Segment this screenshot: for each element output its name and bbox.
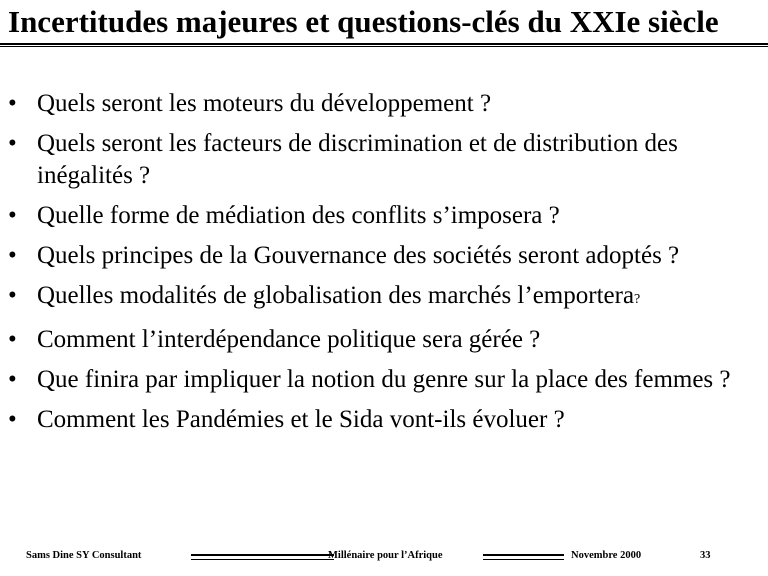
bullet-list — [8, 88, 758, 444]
footer-rule-right — [483, 554, 564, 560]
bullet-text: Quelles modalités de globalisation des marchés l’emportera — [37, 282, 635, 309]
footer-center: Millénaire pour l’Afrique — [328, 550, 443, 561]
bullet-icon: • — [8, 130, 17, 157]
footer-author: Sams Dine SY Consultant — [26, 550, 142, 561]
bullet-icon: • — [8, 282, 17, 309]
slide-title: Incertitudes majeures et questions-clés du XXIe siècle — [8, 4, 719, 39]
list-item — [8, 280, 758, 316]
footer-date: Novembre 2000 — [571, 550, 642, 561]
list-item — [8, 240, 758, 272]
bullet-icon: • — [8, 202, 17, 229]
list-item — [8, 324, 758, 356]
title-rule — [0, 43, 768, 47]
bullet-icon: • — [8, 242, 17, 269]
bullet-icon: • — [8, 90, 17, 117]
slide-footer — [26, 548, 726, 564]
bullet-text: Quels principes de la Gouvernance des sociétés seront adoptés ? — [37, 242, 680, 269]
list-item — [8, 200, 758, 232]
bullet-text: Quels seront les facteurs de discrimination et de distribution des inégalités ? — [37, 130, 678, 189]
list-item — [8, 128, 758, 192]
list-item — [8, 88, 758, 120]
bullet-icon: • — [8, 406, 17, 433]
page-number: 33 — [700, 550, 711, 561]
bullet-text: Que finira par impliquer la notion du genre sur la place des femmes ? — [37, 366, 731, 393]
list-item — [8, 364, 758, 396]
list-item — [8, 404, 758, 436]
bullet-suffix: ? — [634, 292, 641, 307]
bullet-icon: • — [8, 326, 17, 353]
footer-rule-left — [191, 554, 334, 560]
bullet-icon: • — [8, 366, 17, 393]
bullet-text: Quels seront les moteurs du développement ? — [37, 90, 492, 117]
bullet-text: Comment l’interdépendance politique sera gérée ? — [37, 326, 541, 353]
bullet-text: Comment les Pandémies et le Sida vont-ils évoluer ? — [37, 406, 565, 433]
bullet-text: Quelle forme de médiation des conflits s’imposera ? — [37, 202, 560, 229]
